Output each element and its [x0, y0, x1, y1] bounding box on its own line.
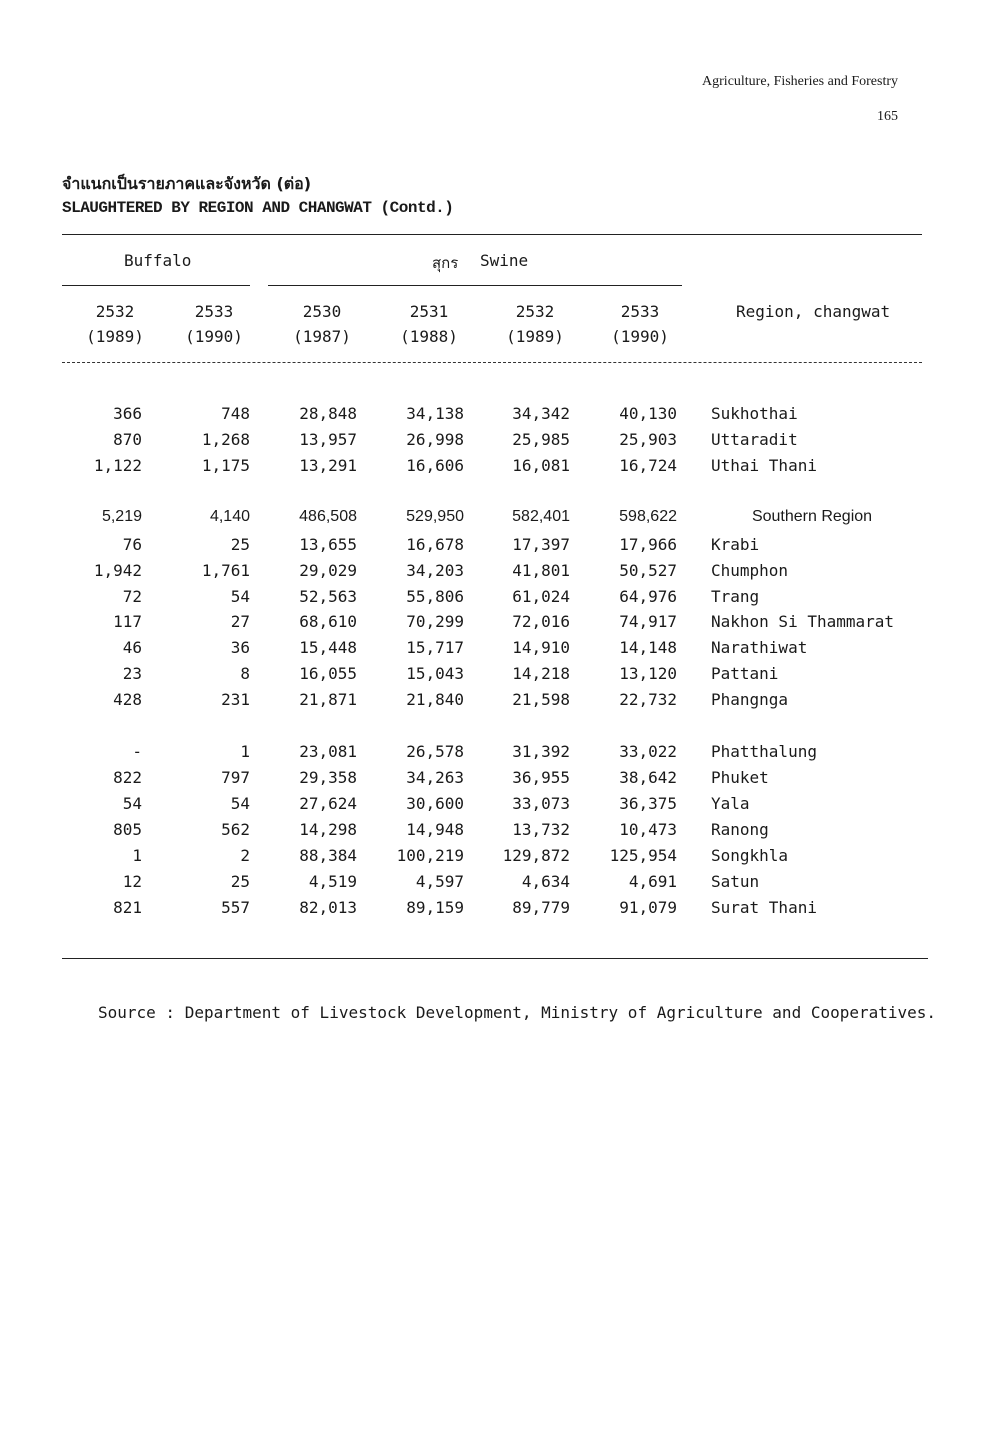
- table-cell: 4,519: [308, 872, 357, 891]
- table-cell: 14,910: [512, 638, 570, 657]
- table-cell: 797: [221, 768, 250, 787]
- table-cell: 4,634: [521, 872, 570, 891]
- page-number: 165: [877, 109, 898, 124]
- table-cell: 34,203: [406, 561, 464, 580]
- table-cell: 72,016: [512, 612, 570, 631]
- table-bottom-rule: [62, 958, 928, 959]
- table-cell: -: [132, 742, 142, 761]
- column-header-year: 2532: [95, 302, 135, 321]
- region-name: Southern Region: [751, 508, 873, 525]
- table-cell: 4,691: [628, 872, 677, 891]
- changwat-name: Phatthalung: [711, 742, 817, 761]
- header-bottom-rule: [62, 362, 922, 363]
- table-cell: 26,578: [406, 742, 464, 761]
- table-title-thai: จำแนกเป็นรายภาคและจังหวัด (ต่อ): [62, 174, 312, 193]
- table-cell: 129,872: [502, 846, 570, 865]
- table-cell: 26,998: [406, 430, 464, 449]
- table-cell: 4,140: [209, 508, 250, 525]
- table-cell: 40,130: [619, 404, 677, 423]
- table-cell: 54: [122, 794, 142, 813]
- changwat-name: Songkhla: [711, 846, 789, 865]
- table-cell: 28,848: [299, 404, 357, 423]
- column-header-year: 2532: [515, 302, 555, 321]
- buffalo-group-header: Buffalo: [124, 251, 192, 270]
- changwat-name: Krabi: [711, 535, 760, 554]
- table-cell: 1,175: [201, 456, 250, 475]
- table-cell: 38,642: [619, 768, 677, 787]
- changwat-name: Yala: [711, 794, 750, 813]
- table-cell: 748: [221, 404, 250, 423]
- table-cell: 34,342: [512, 404, 570, 423]
- region-changwat-header: Region, changwat: [736, 302, 891, 321]
- changwat-name: Phuket: [711, 768, 769, 787]
- table-cell: 1,942: [93, 561, 142, 580]
- table-cell: 1: [132, 846, 142, 865]
- table-cell: 15,448: [299, 638, 357, 657]
- table-cell: 33,073: [512, 794, 570, 813]
- table-cell: 23: [122, 664, 142, 683]
- table-title-english: SLAUGHTERED BY REGION AND CHANGWAT (Contd.): [62, 199, 454, 217]
- table-cell: 72: [122, 587, 142, 606]
- table-cell: 17,397: [512, 535, 570, 554]
- changwat-name: Narathiwat: [711, 638, 808, 657]
- table-cell: 8: [240, 664, 250, 683]
- table-cell: 10,473: [619, 820, 677, 839]
- changwat-name: Surat Thani: [711, 898, 817, 917]
- table-cell: 870: [113, 430, 142, 449]
- table-cell: 805: [113, 820, 142, 839]
- table-cell: 14,298: [299, 820, 357, 839]
- source-note: Source : Department of Livestock Development, Ministry of Agriculture and Cooperatives.: [98, 1003, 937, 1022]
- table-cell: 366: [113, 404, 142, 423]
- column-header-ce-year: (1988): [400, 327, 458, 346]
- column-header-year: 2530: [302, 302, 342, 321]
- changwat-name: Phangnga: [711, 690, 789, 709]
- changwat-name: Pattani: [711, 664, 779, 683]
- table-cell: 36,375: [619, 794, 677, 813]
- table-cell: 46: [122, 638, 142, 657]
- table-cell: 31,392: [512, 742, 570, 761]
- table-cell: 54: [230, 587, 250, 606]
- column-header-year: 2531: [409, 302, 449, 321]
- table-cell: 4,597: [415, 872, 464, 891]
- table-top-rule: [62, 234, 922, 235]
- table-cell: 21,598: [512, 690, 570, 709]
- table-cell: 17,966: [619, 535, 677, 554]
- column-header-ce-year: (1989): [506, 327, 564, 346]
- table-cell: 13,957: [299, 430, 357, 449]
- table-cell: 117: [113, 612, 142, 631]
- swine-group-rule: [268, 285, 682, 286]
- table-cell: 21,840: [406, 690, 464, 709]
- table-cell: 22,732: [619, 690, 677, 709]
- table-cell: 76: [122, 535, 142, 554]
- table-cell: 16,055: [299, 664, 357, 683]
- table-cell: 55,806: [406, 587, 464, 606]
- table-cell: 41,801: [512, 561, 570, 580]
- table-cell: 1,761: [201, 561, 250, 580]
- table-cell: 15,717: [406, 638, 464, 657]
- column-header-year: 2533: [194, 302, 234, 321]
- column-header-ce-year: (1989): [86, 327, 144, 346]
- table-cell: 428: [113, 690, 142, 709]
- table-cell: 68,610: [299, 612, 357, 631]
- table-cell: 29,358: [299, 768, 357, 787]
- changwat-name: Sukhothai: [711, 404, 798, 423]
- table-cell: 50,527: [619, 561, 677, 580]
- table-cell: 27: [230, 612, 250, 631]
- table-cell: 25: [230, 872, 250, 891]
- table-cell: 1: [240, 742, 250, 761]
- table-cell: 34,138: [406, 404, 464, 423]
- table-cell: 13,291: [299, 456, 357, 475]
- table-cell: 54: [230, 794, 250, 813]
- table-cell: 125,954: [609, 846, 677, 865]
- table-cell: 89,779: [512, 898, 570, 917]
- swine-group-header: Swine: [480, 251, 529, 270]
- changwat-name: Chumphon: [711, 561, 789, 580]
- table-cell: 14,218: [512, 664, 570, 683]
- table-cell: 88,384: [299, 846, 357, 865]
- changwat-name: Ranong: [711, 820, 769, 839]
- table-cell: 36: [230, 638, 250, 657]
- changwat-name: Trang: [711, 587, 760, 606]
- table-cell: 529,950: [406, 508, 464, 525]
- table-cell: 13,655: [299, 535, 357, 554]
- table-cell: 16,678: [406, 535, 464, 554]
- running-header-section: Agriculture, Fisheries and Forestry: [702, 74, 898, 89]
- table-cell: 64,976: [619, 587, 677, 606]
- table-cell: 100,219: [396, 846, 464, 865]
- table-cell: 2: [240, 846, 250, 865]
- buffalo-group-rule: [62, 285, 250, 286]
- table-cell: 1,122: [93, 456, 142, 475]
- table-cell: 16,606: [406, 456, 464, 475]
- table-cell: 582,401: [512, 508, 570, 525]
- table-cell: 1,268: [201, 430, 250, 449]
- column-header-ce-year: (1990): [185, 327, 243, 346]
- table-cell: 562: [221, 820, 250, 839]
- table-cell: 21,871: [299, 690, 357, 709]
- table-cell: 70,299: [406, 612, 464, 631]
- changwat-name: Uthai Thani: [711, 456, 817, 475]
- table-cell: 25: [230, 535, 250, 554]
- changwat-name: Nakhon Si Thammarat: [711, 612, 895, 631]
- table-cell: 821: [113, 898, 142, 917]
- table-cell: 231: [221, 690, 250, 709]
- table-cell: 16,724: [619, 456, 677, 475]
- column-header-ce-year: (1990): [611, 327, 669, 346]
- table-cell: 34,263: [406, 768, 464, 787]
- changwat-name: Uttaradit: [711, 430, 798, 449]
- table-cell: 15,043: [406, 664, 464, 683]
- table-cell: 89,159: [406, 898, 464, 917]
- table-cell: 30,600: [406, 794, 464, 813]
- changwat-name: Satun: [711, 872, 760, 891]
- table-cell: 14,148: [619, 638, 677, 657]
- table-cell: 14,948: [406, 820, 464, 839]
- table-cell: 486,508: [299, 508, 357, 525]
- table-cell: 52,563: [299, 587, 357, 606]
- swine-group-header-thai: สุกร: [432, 254, 459, 272]
- table-cell: 822: [113, 768, 142, 787]
- table-cell: 61,024: [512, 587, 570, 606]
- table-cell: 91,079: [619, 898, 677, 917]
- table-cell: 13,120: [619, 664, 677, 683]
- column-header-year: 2533: [620, 302, 660, 321]
- table-cell: 25,985: [512, 430, 570, 449]
- table-cell: 23,081: [299, 742, 357, 761]
- table-cell: 12: [122, 872, 142, 891]
- table-cell: 29,029: [299, 561, 357, 580]
- table-cell: 5,219: [101, 508, 142, 525]
- table-cell: 13,732: [512, 820, 570, 839]
- table-cell: 36,955: [512, 768, 570, 787]
- table-cell: 557: [221, 898, 250, 917]
- table-cell: 16,081: [512, 456, 570, 475]
- table-cell: 27,624: [299, 794, 357, 813]
- table-cell: 74,917: [619, 612, 677, 631]
- table-cell: 33,022: [619, 742, 677, 761]
- table-cell: 82,013: [299, 898, 357, 917]
- table-cell: 25,903: [619, 430, 677, 449]
- table-cell: 598,622: [619, 508, 677, 525]
- column-header-ce-year: (1987): [293, 327, 351, 346]
